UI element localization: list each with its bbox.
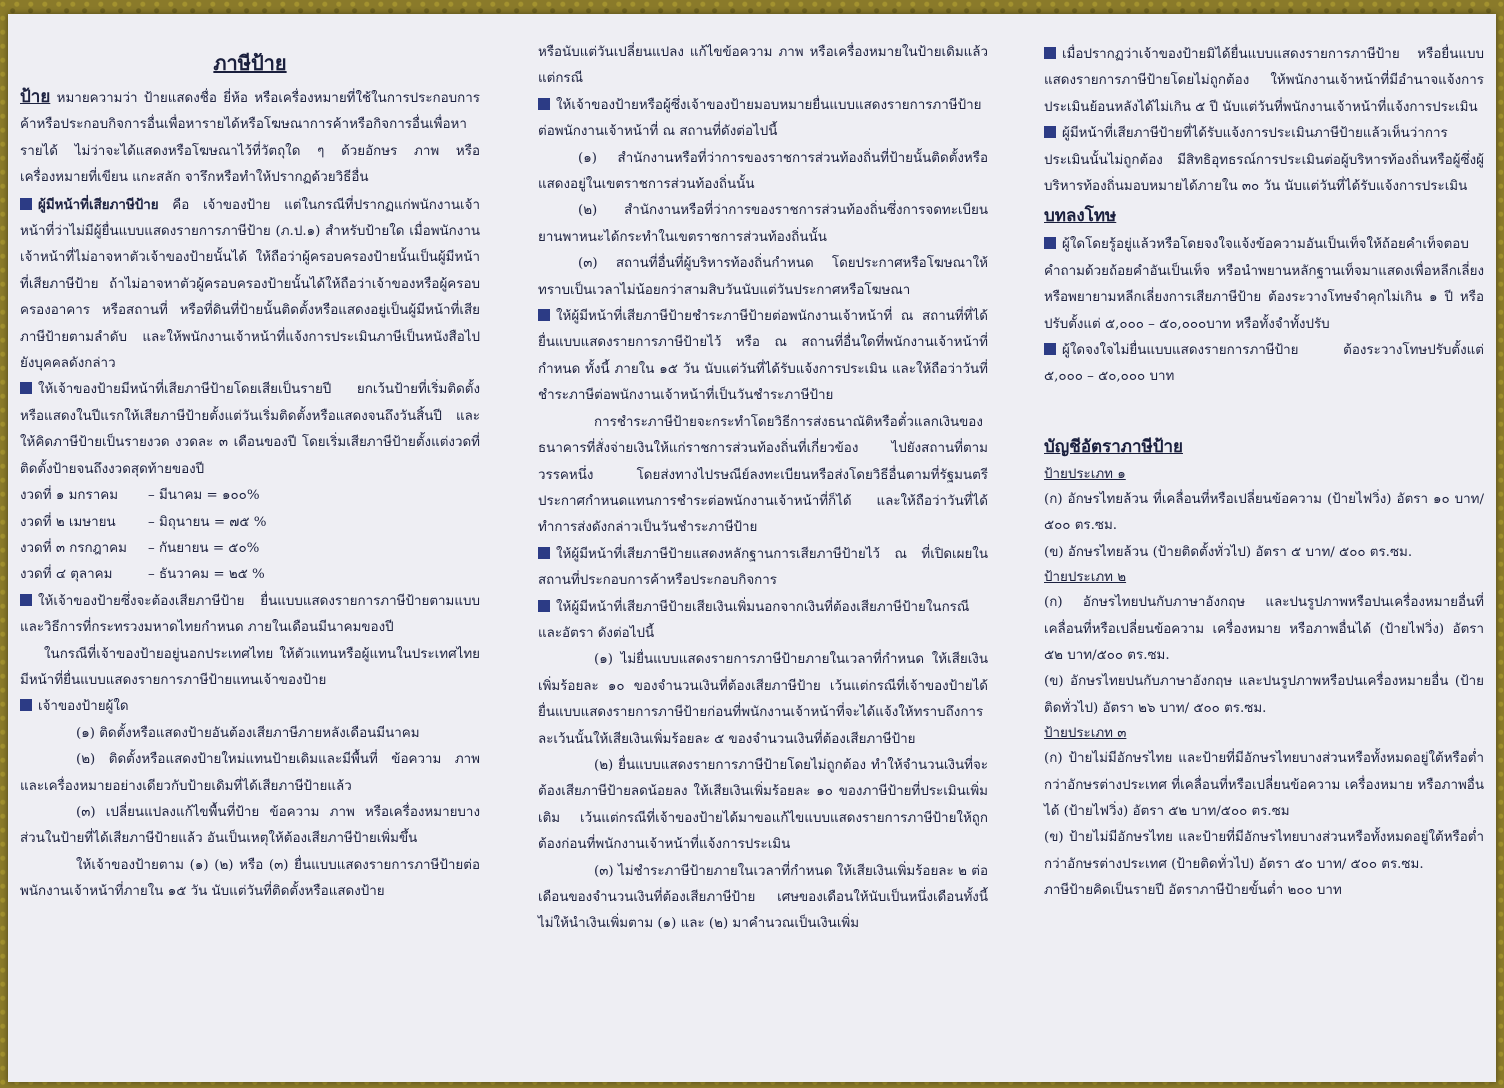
rates-heading: บัญชีอัตราภาษีป้าย [1044,436,1183,457]
sign-definition-term: ป้าย [20,87,51,107]
retroactive-paragraph: เมื่อปรากฏว่าเจ้าของป้ายมิได้ยื่นแบบแสดงรายการภาษีป้าย หรือยื่นแบบแสดงรายการภาษีป้ายโดยไม่ถูกต้อง ให้พนักงานเจ้าหน้าที่มีอำนาจแจ้งการประเมินย้อนหลังได้ไม่เกิน ๕ ปี นับแต่วันที่พนักงานเจ้าหน้าที่แจ้งการประเมิน [1044,47,1484,115]
rate-item: (ก) ป้ายไม่มีอักษรไทย และป้ายที่มีอักษรไทยบางส่วนหรือทั้งหมดอยู่ใต้หรือต่ำกว่าอักษรต่างประเทศ ที่เคลื่อนที่หรือเปลี่ยนข้อความ เครื่องหมาย หรือภาพอื่นได้ (ป้ายไฟวิ่ง) อัตรา ๕๒ บาท/๕๐๐ ตร.ซม [1044,751,1484,819]
penalty-item: ผู้ใดจงใจไม่ยื่นแบบแสดงรายการภาษีป้าย ต้องระวางโทษปรับตั้งแต่ ๕,๐๐๐ – ๕๐,๐๐๐ บาท [1044,343,1484,385]
square-bullet-icon [1044,47,1056,59]
taxpayer-definition [20,192,480,378]
quarter-row: งวดที่ ๑ มกราคม – มีนาคม = ๑๐๐% [20,488,260,504]
square-bullet-icon [538,309,550,321]
payment-paragraph: ให้ผู้มีหน้าที่เสียภาษีป้ายชำระภาษีป้ายต่อพนักงานเจ้าหน้าที่ ณ สถานที่ที่ได้ยื่นแบบแสดงรายการภาษีป้ายไว้ หรือ ณ สถานที่อื่นใดที่พนักงานเจ้าหน้าที่กำหนด ทั้งนี้ ภายใน ๑๕ วัน นับแต่วันที่ได้รับแจ้งการประเมิน และให้ถือว่าวันที่ชำระภาษีต่อพนักงานเจ้าหน้าที่เป็นวันชำระภาษีป้าย [538,309,988,404]
type-heading: ป้ายประเภท ๓ [1044,726,1127,742]
tax-brochure-sheet [8,14,1496,1082]
square-bullet-icon [1044,237,1056,249]
surcharge-paragraph: ให้ผู้มีหน้าที่เสียภาษีป้ายเสียเงินเพิ่มนอกจากเงินที่ต้องเสียภาษีป้ายในกรณีและอัตรา ดังต่อไปนี้ [538,599,970,641]
abroad-paragraph: ในกรณีที่เจ้าของป้ายอยู่นอกประเทศไทย ให้ตัวแทนหรือผู้แทนในประเทศไทยมีหน้าที่ยื่นแบบแสดงรายการภาษีป้ายแทนเจ้าของป้าย [20,646,480,688]
penalty-item: ผู้ใดโดยรู้อยู่แล้วหรือโดยจงใจแจ้งข้อความอันเป็นเท็จให้ถ้อยคำเท็จตอบคำถามด้วยถ้อยคำอันเป็นเท็จ หรือนำพยานหลักฐานเท็จมาแสดงเพื่อหลีกเลี่ยงหรือพยายามหลีกเลี่ยงการเสียภาษีป้าย ต้องระวางโทษจำคุกไม่เกิน ๑ ปี หรือปรับตั้งแต่ ๕,๐๐๐ – ๕๐,๐๐๐บาท หรือทั้งจำทั้งปรับ [1044,237,1484,332]
square-bullet-icon [1044,343,1056,355]
square-bullet-icon [538,600,550,612]
sign-definition-text: หมายความว่า ป้ายแสดงชื่อ ยี่ห้อ หรือเครื่องหมายที่ใช้ในการประกอบการค้าหรือประกอบกิจการอื่นเพื่อหารายได้หรือโฆษณาการค้าหรือกิจการอื่นเพื่อหารายได้ ไม่ว่าจะได้แสดงหรือโฆษณาไว้ที่วัตถุใด ๆ ด้วยอักษร ภาพ หรือเครื่องหมายที่เขียน แกะสลัก จารึกหรือทำให้ปรากฏด้วยวิธีอื่น [20,91,480,186]
page-title: ภาษีป้าย [213,51,287,75]
column-3 [1044,42,1484,905]
penalty-heading: บทลงโทษ [1044,206,1117,227]
square-bullet-icon [538,547,550,559]
type-heading: ป้ายประเภท ๒ [1044,570,1127,586]
rate-item: (ข) อักษรไทยปนกับภาษาอังกฤษ และปนรูปภาพหรือปนเครื่องหมายอื่น (ป้ายติดทั่วไป) อัตรา ๒๖ บาท/ ๕๐๐ ตร.ซม. [1044,674,1484,716]
rate-item: (ก) อักษรไทยล้วน ที่เคลื่อนที่หรือเปลี่ยนข้อความ (ป้ายไฟวิ่ง) อัตรา ๑๐ บาท/๕๐๐ ตร.ซม. [1044,491,1484,534]
rate-item: (ข) ป้ายไม่มีอักษรไทย และป้ายที่มีอักษรไทยบางส่วนหรือทั้งหมดอยู่ใต้หรือต่ำกว่าอักษรต่างประเทศ (ป้ายติดทั่วไป) อัตรา ๕๐ บาท/ ๕๐๐ ตร.ซม. [1044,830,1484,872]
column-2 [538,40,988,938]
sign-definition [20,84,480,192]
square-bullet-icon [20,699,32,711]
square-bullet-icon [538,98,550,110]
section-gap [1044,391,1484,431]
surcharge-item: (๓) ไม่ชำระภาษีป้ายภายในเวลาที่กำหนด ให้เสียเงินเพิ่มร้อยละ ๒ ต่อเดือนของจำนวนเงินที่ต้องเสียภาษีป้าย เศษของเดือนให้นับเป็นหนึ่งเดือนทั้งนี้ ไม่ให้นำเงินเพิ่มตาม (๑) และ (๒) มาคำนวณเป็นเงินเพิ่ม [538,863,988,932]
place-item: (๓) สถานที่อื่นที่ผู้บริหารท้องถิ่นกำหนด โดยประกาศหรือโฆษณาให้ทราบเป็นเวลาไม่น้อยกว่าสามสิบวันนับแต่วันประกาศหรือโฆษณา [538,256,988,298]
surcharge-item: (๑) ไม่ยื่นแบบแสดงรายการภาษีป้ายภายในเวลาที่กำหนด ให้เสียเงินเพิ่มร้อยละ ๑๐ ของจำนวนเงินที่ต้องเสียภาษีป้าย เว้นแต่กรณีที่เจ้าของป้ายได้ยื่นแบบแสดงรายการภาษีป้ายก่อนที่พนักงานเจ้าหน้าที่จะได้แจ้งให้ทราบถึงการละเว้นนั้นให้เสียเงินเพิ่มร้อยละ ๕ ของจำนวนเงินที่ต้องเสียภาษีป้าย [538,652,988,747]
quarter-list [20,483,480,589]
place-item: (๑) สำนักงานหรือที่ว่าการของราชการส่วนท้องถิ่นที่ป้ายนั้นติดตั้งหรือแสดงอยู่ในเขตราชการส่วนท้องถิ่นนั้น [538,150,988,193]
quarter-row: งวดที่ ๔ ตุลาคม – ธันวาคม = ๒๕ % [20,567,265,583]
column-1 [20,44,480,906]
taxpayer-term: ผู้มีหน้าที่เสียภาษีป้าย [38,196,159,213]
payment-method-paragraph: การชำระภาษีป้ายจะกระทำโดยวิธีการส่งธนาณัติหรือตั๋วแลกเงินของธนาคารที่สั่งจ่ายเงินให้แก่ราชการส่วนท้องถิ่นที่เกี่ยวข้อง ไปยังสถานที่ตามวรรคหนึ่ง โดยส่งทางไปรษณีย์ลงทะเบียนหรือส่งโดยวิธีอื่นตามที่รัฐมนตรีประกาศกำหนดแทนการชำระต่อพนักงานเจ้าหน้าที่ก็ได้ และให้ถือว่าวันที่ได้ทำการส่งดังกล่าวเป็นวันชำระภาษีป้าย [538,414,988,536]
submit-paragraph: ให้เจ้าของป้ายหรือผู้ซึ่งเจ้าของป้ายมอบหมายยื่นแบบแสดงรายการภาษีป้ายต่อพนักงานเจ้าหน้าที่ ณ สถานที่ดังต่อไปนี้ [538,97,982,140]
yearly-tax-paragraph: ให้เจ้าของป้ายมีหน้าที่เสียภาษีป้ายโดยเสียเป็นรายปี ยกเว้นป้ายที่เริ่มติดตั้งหรือแสดงในปีแรกให้เสียภาษีป้ายตั้งแต่วันเริ่มติดตั้งหรือแสดงจนถึงวันสิ้นปี และให้คิดภาษีป้ายเป็นรายงวด งวดละ ๓ เดือนของปี โดยเริ่มเสียภาษีป้ายตั้งแต่งวดที่ติดตั้งป้ายจนถึงงวดสุดท้ายของปี [20,382,480,477]
type-heading: ป้ายประเภท ๑ [1044,466,1126,482]
appeal-paragraph: ผู้มีหน้าที่เสียภาษีป้ายที่ได้รับแจ้งการประเมินภาษีป้ายแล้วเห็นว่าการประเมินนั้นไม่ถูกต้อง มีสิทธิอุทธรณ์การประเมินต่อผู้บริหารท้องถิ่นหรือผู้ซึ่งผู้บริหารท้องถิ่นมอบหมายได้ภายใน ๓๐ วัน นับแต่วันที่ได้รับแจ้งการประเมิน [1044,126,1484,195]
square-bullet-icon [20,594,32,606]
minimum-rate-text: ภาษีป้ายคิดเป็นรายปี อัตราภาษีป้ายขั้นต่ำ ๒๐๐ บาท [1044,883,1342,899]
owner-item: (๓) เปลี่ยนแปลงแก้ไขพื้นที่ป้าย ข้อความ ภาพ หรือเครื่องหมายบางส่วนในป้ายที่ได้เสียภาษีป้ายแล้ว อันเป็นเหตุให้ต้องเสียภาษีป้ายเพิ่มขึ้น [20,804,480,847]
quarter-row: งวดที่ ๓ กรกฎาคม – กันยายน = ๕๐% [20,540,260,556]
rate-item: (ก) อักษรไทยปนกับภาษาอังกฤษ และปนรูปภาพหรือปนเครื่องหมายอื่นที่เคลื่อนที่หรือเปลี่ยนข้อความ เครื่องหมาย หรือภาพอื่นได้ (ป้ายไฟวิ่ง) อัตรา ๕๒ บาท/๕๐๐ ตร.ซม. [1044,595,1484,663]
owner-tail: ให้เจ้าของป้ายตาม (๑) (๒) หรือ (๓) ยื่นแบบแสดงรายการภาษีป้ายต่อพนักงานเจ้าหน้าที่ภายใน ๑๕ วัน นับแต่วันที่ติดตั้งหรือแสดงป้าย [20,857,480,900]
owner-item: (๒) ติดตั้งหรือแสดงป้ายใหม่แทนป้ายเดิมและมีพื้นที่ ข้อความ ภาพ และเครื่องหมายอย่างเดียวกับป้ายเดิมที่ได้เสียภาษีป้ายแล้ว [20,752,480,794]
square-bullet-icon [20,198,32,210]
continuation-text: หรือนับแต่วันเปลี่ยนแปลง แก้ไขข้อความ ภาพ หรือเครื่องหมายในป้ายเดิมแล้วแต่กรณี [538,45,988,87]
evidence-paragraph: ให้ผู้มีหน้าที่เสียภาษีป้ายแสดงหลักฐานการเสียภาษีป้ายไว้ ณ ที่เปิดเผยในสถานที่ประกอบการค้าหรือประกอบกิจการ [538,546,988,589]
owner-heading: เจ้าของป้ายผู้ใด [20,694,480,720]
square-bullet-icon [1044,126,1056,138]
owner-item: (๑) ติดตั้งหรือแสดงป้ายอันต้องเสียภาษีภายหลังเดือนมีนาคม [76,725,420,741]
rate-item: (ข) อักษรไทยล้วน (ป้ายติดตั้งทั่วไป) อัตรา ๕ บาท/ ๕๐๐ ตร.ซม. [1044,544,1413,560]
taxpayer-text: คือ เจ้าของป้าย แต่ในกรณีที่ปรากฏแก่พนักงานเจ้าหน้าที่ว่าไม่มีผู้ยื่นแบบแสดงรายการภาษีป้าย (ภ.ป.๑) สำหรับป้ายใด เมื่อพนักงานเจ้าหน้าที่ไม่อาจหาตัวเจ้าของป้ายนั้นได้ ให้ถือว่าผู้ครอบครองป้ายนั้นเป็นผู้มีหน้าที่เสียภาษีป้าย ถ้าไม่อาจหาตัวผู้ครอบครองป้ายนั้นได้ให้ถือว่าเจ้าของหรือผู้ครอบครองอาคาร หรือสถานที่ หรือที่ดินที่ป้ายนั้นติดตั้งหรือแสดงอยู่เป็นผู้มีหน้าที่เสียภาษีป้ายตามลำดับ และให้พนักงานเจ้าหน้าที่แจ้งการประเมินภาษีเป็นหนังสือไปยังบุคคลดังกล่าว [20,197,480,372]
file-return-paragraph: ให้เจ้าของป้ายซึ่งจะต้องเสียภาษีป้าย ยื่นแบบแสดงรายการภาษีป้ายตามแบบและวิธีการที่กระทรวงมหาดไทยกำหนด ภายในเดือนมีนาคมของปี [20,593,480,636]
place-item: (๒) สำนักงานหรือที่ว่าการของราชการส่วนท้องถิ่นซึ่งการจดทะเบียนยานพาหนะได้กระทำในเขตราชการส่วนท้องถิ่นนั้น [538,203,988,245]
square-bullet-icon [20,382,32,394]
surcharge-item: (๒) ยื่นแบบแสดงรายการภาษีป้ายโดยไม่ถูกต้อง ทำให้จำนวนเงินที่จะต้องเสียภาษีป้ายลดน้อยลง ให้เสียเงินเพิ่มร้อยละ ๑๐ ของภาษีป้ายที่ประเมินเพิ่มเติม เว้นแต่กรณีที่เจ้าของป้ายได้มาขอแก้ไขแบบแสดงรายการภาษีป้ายให้ถูกต้องก่อนที่พนักงานเจ้าหน้าที่แจ้งการประเมิน [538,757,988,853]
quarter-row: งวดที่ ๒ เมษายน – มิถุนายน = ๗๕ % [20,514,267,530]
